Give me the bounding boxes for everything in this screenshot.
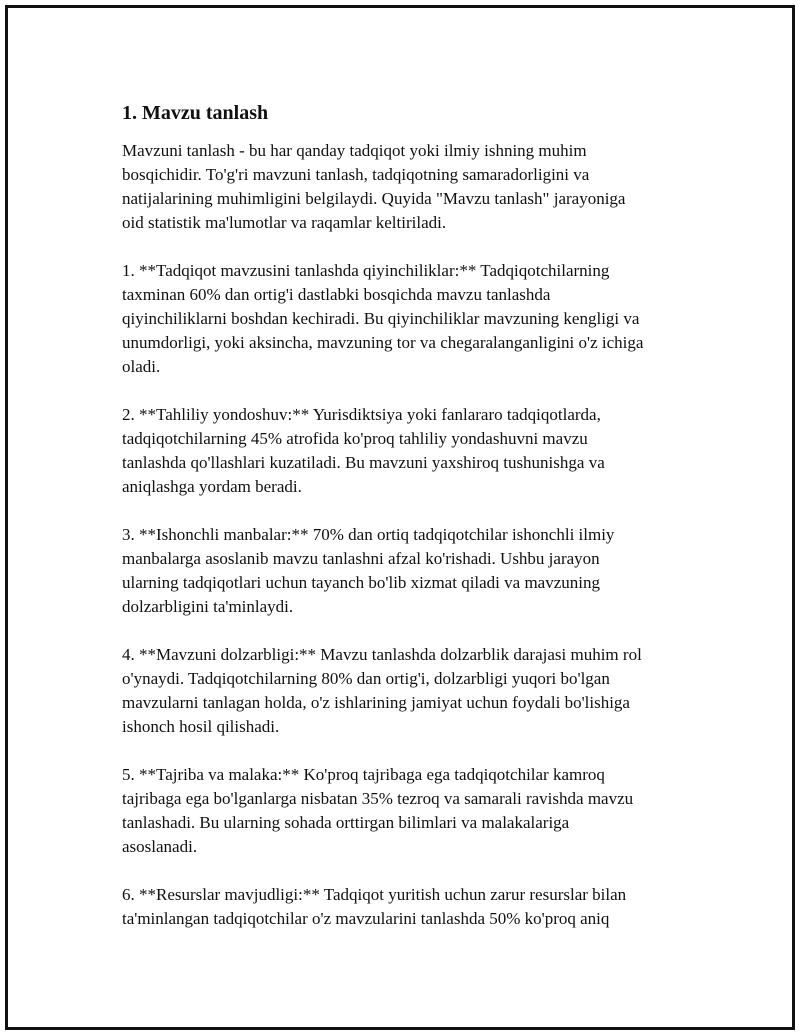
text-line: 1. **Tadqiqot mavzusini tanlashda qiyinchiliklar:** Tadqiqotchilarning	[122, 261, 610, 280]
text-line: tanlashadi. Bu ularning sohada orttirgan bilimlari va malakalariga	[122, 813, 570, 832]
document-body	[122, 101, 702, 955]
text-line: 5. **Tajriba va malaka:** Ko'proq tajribaga ega tadqiqotchilar kamroq	[122, 765, 605, 784]
text-line: unumdorligi, yoki aksincha, mavzuning tor va chegaralanganligini o'z ichiga	[122, 333, 644, 352]
text-line: manbalarga asoslanib mavzu tanlashni afzal ko'rishadi. Ushbu jarayon	[122, 549, 600, 568]
text-line: oladi.	[122, 357, 161, 376]
list-item-5-paragraph	[122, 763, 702, 859]
list-item-4-paragraph	[122, 643, 702, 739]
text-line: mavzularni tanlagan holda, o'z ishlarining jamiyat uchun foydali bo'lishiga	[122, 693, 630, 712]
text-line: 4. **Mavzuni dolzarbligi:** Mavzu tanlashda dolzarblik darajasi muhim rol	[122, 645, 642, 664]
text-line: 2. **Tahliliy yondoshuv:** Yurisdiktsiya yoki fanlararo tadqiqotlarda,	[122, 405, 601, 424]
page-frame	[5, 5, 795, 1030]
text-line: asoslanadi.	[122, 837, 198, 856]
text-line: ularning tadqiqotlari uchun tayanch bo'lib xizmat qiladi va mavzuning	[122, 573, 600, 592]
text-line: taxminan 60% dan ortig'i dastlabki bosqichda mavzu tanlashda	[122, 285, 551, 304]
text-line: Mavzuni tanlash - bu har qanday tadqiqot yoki ilmiy ishning muhim	[122, 141, 587, 160]
text-line: natijalarining muhimligini belgilaydi. Quyida "Mavzu tanlash" jarayoniga	[122, 189, 626, 208]
text-line: tadqiqotchilarning 45% atrofida ko'proq tahliliy yondashuvni mavzu	[122, 429, 588, 448]
list-item-2-paragraph	[122, 403, 702, 499]
text-line: ta'minlangan tadqiqotchilar o'z mavzularini tanlashda 50% ko'proq aniq	[122, 909, 610, 928]
text-line: tanlashda qo'llashlari kuzatiladi. Bu mavzuni yaxshiroq tushunishga va	[122, 453, 605, 472]
section-heading: 1. Mavzu tanlash	[122, 102, 269, 124]
text-line: bosqichidir. To'g'ri mavzuni tanlash, tadqiqotning samaradorligini va	[122, 165, 590, 184]
list-item-3-paragraph	[122, 523, 702, 619]
list-item-1-paragraph	[122, 259, 702, 379]
text-line: qiyinchiliklarni boshdan kechiradi. Bu qiyinchiliklar mavzuning kengligi va	[122, 309, 640, 328]
text-line: 3. **Ishonchli manbalar:** 70% dan ortiq tadqiqotchilar ishonchli ilmiy	[122, 525, 615, 544]
list-item-6-paragraph	[122, 883, 702, 931]
text-line: oid statistik ma'lumotlar va raqamlar keltiriladi.	[122, 213, 447, 232]
text-line: dolzarbligini ta'minlaydi.	[122, 597, 294, 616]
text-line: 6. **Resurslar mavjudligi:** Tadqiqot yuritish uchun zarur resurslar bilan	[122, 885, 627, 904]
intro-paragraph	[122, 139, 702, 235]
text-line: o'ynaydi. Tadqiqotchilarning 80% dan ortig'i, dolzarbligi yuqori bo'lgan	[122, 669, 610, 688]
text-line: ishonch hosil qilishadi.	[122, 717, 280, 736]
text-line: aniqlashga yordam beradi.	[122, 477, 302, 496]
text-line: tajribaga ega bo'lganlarga nisbatan 35% tezroq va samarali ravishda mavzu	[122, 789, 634, 808]
